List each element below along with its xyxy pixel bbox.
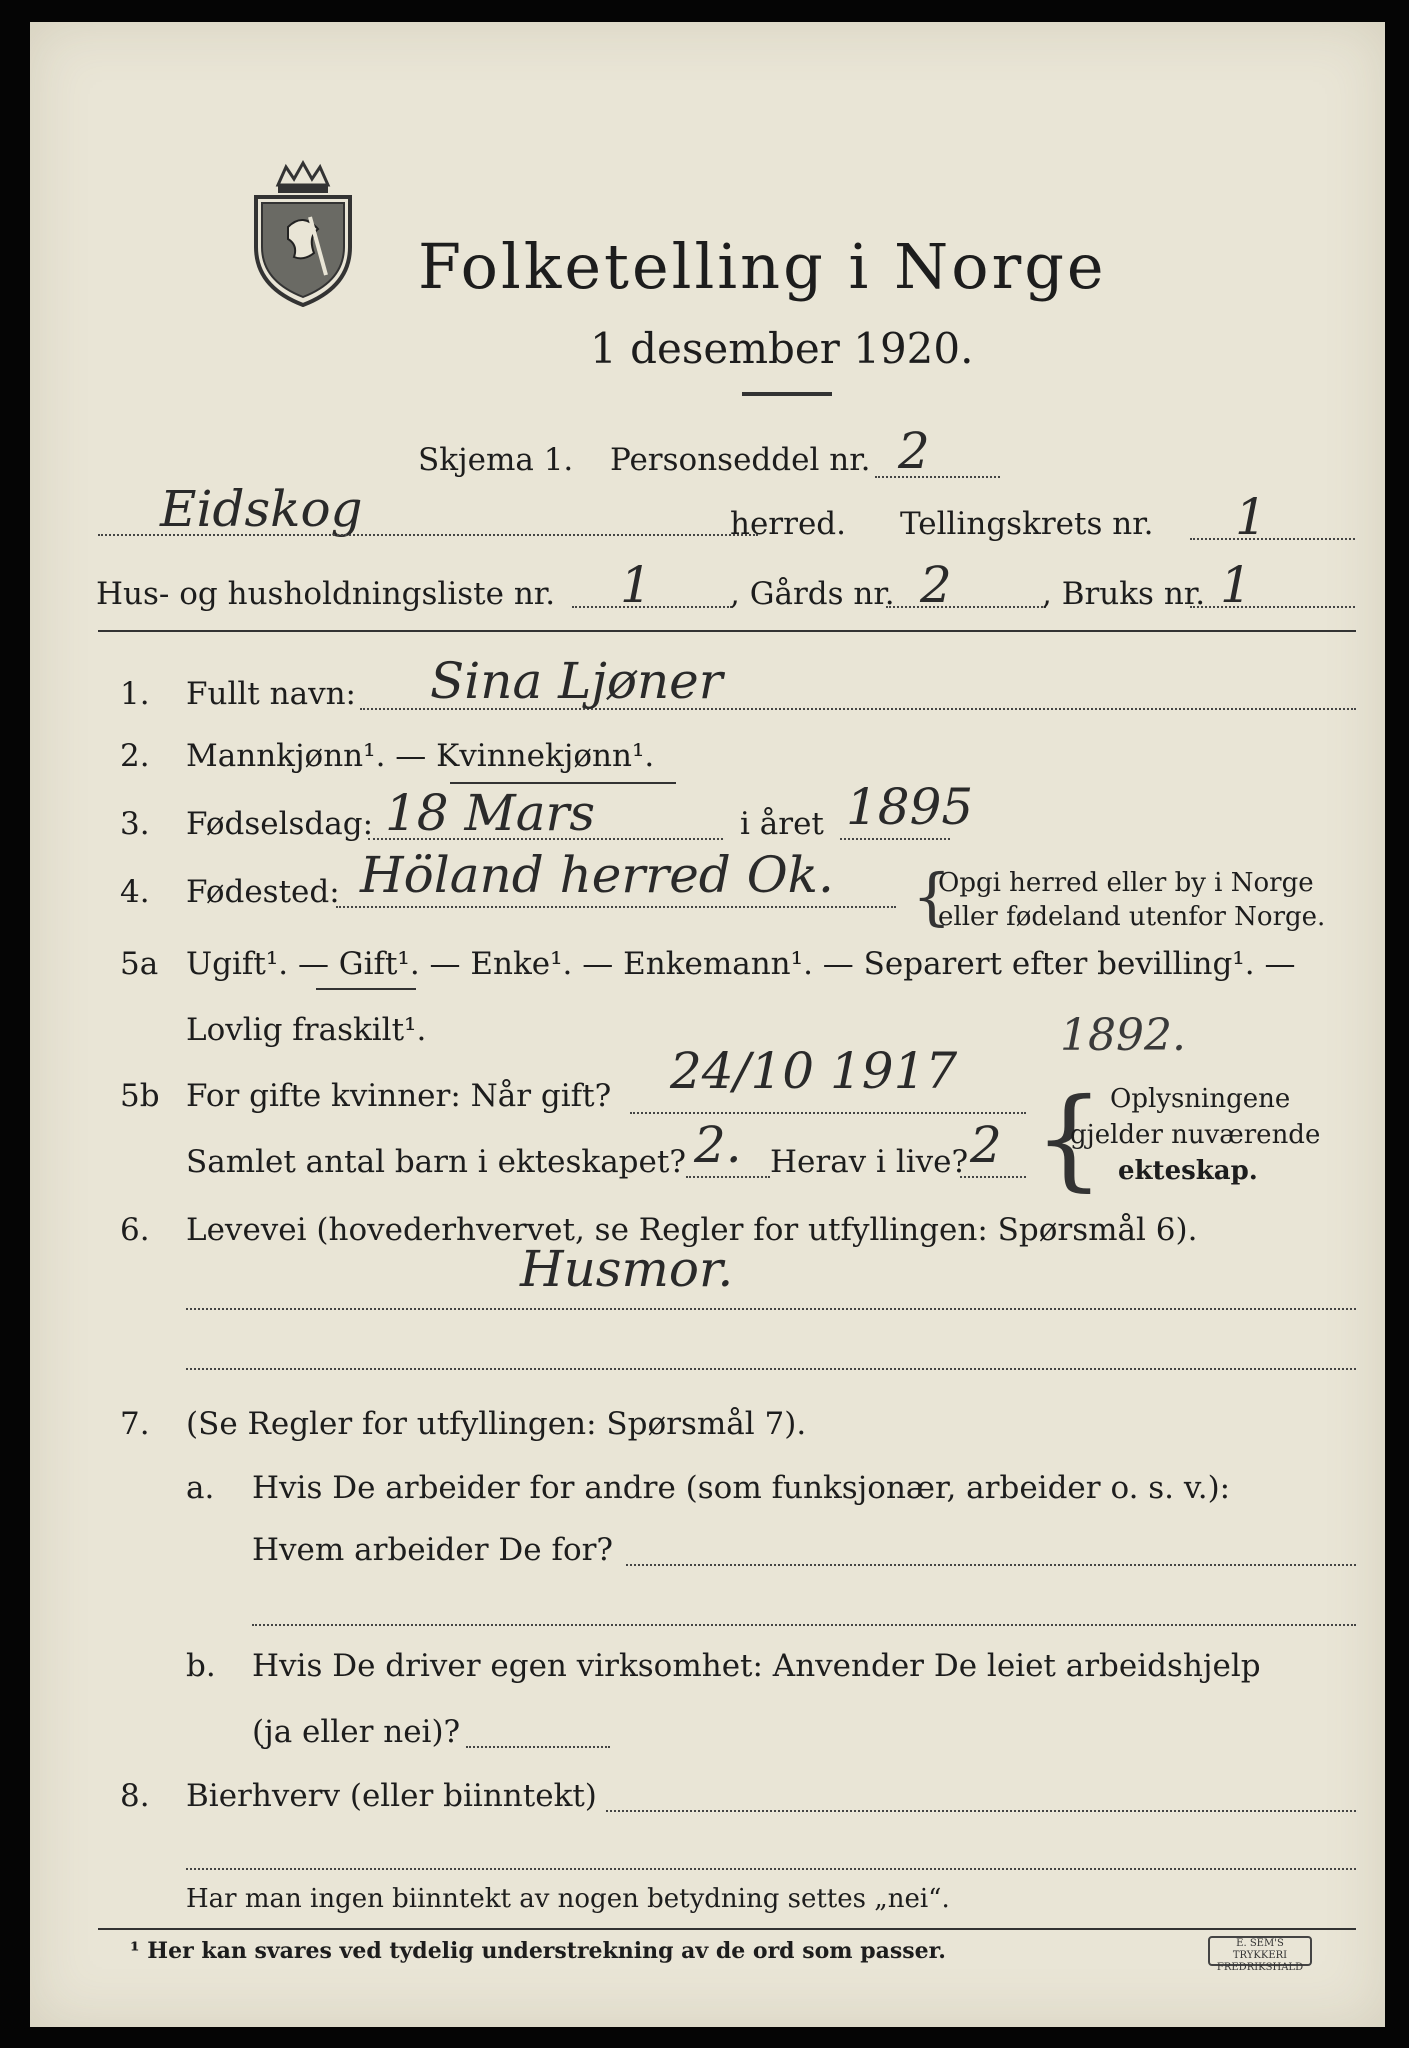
extra-year-note[interactable]: 1892.: [1060, 1010, 1186, 1061]
personseddel-line: [875, 476, 1000, 478]
birthday-value[interactable]: 18 Mars: [385, 784, 596, 842]
occupation-line-2: [186, 1368, 1356, 1370]
side-income-note: Har man ingen biinntekt av nogen betydning settes „nei“.: [186, 1884, 950, 1914]
q7-number: 7.: [120, 1406, 150, 1442]
q5b-number: 5b: [120, 1078, 160, 1114]
hus-label: Hus- og husholdningsliste nr.: [96, 576, 556, 612]
herred-value[interactable]: Eidskog: [160, 480, 363, 538]
q7a-letter: a.: [186, 1470, 215, 1506]
q8-label: Bierhverv (eller biinntekt): [186, 1778, 597, 1814]
employer-line-1[interactable]: [626, 1564, 1356, 1566]
married-when-label: For gifte kvinner: Når gift?: [186, 1078, 612, 1114]
children-alive-value[interactable]: 2: [970, 1116, 1002, 1174]
q4-number: 4.: [120, 874, 150, 910]
herred-line: [98, 534, 758, 536]
q3-number: 3.: [120, 806, 150, 842]
birthplace-line: [336, 906, 896, 908]
marital-underline: [316, 988, 416, 990]
bruks-line: [1190, 606, 1355, 608]
footer-rule: [98, 1928, 1356, 1930]
q8-number: 8.: [120, 1778, 150, 1814]
married-when-line: [630, 1112, 1026, 1114]
q2-number: 2.: [120, 738, 150, 774]
q7b-line2: (ja eller nei)?: [252, 1714, 461, 1750]
q7-label: (Se Regler for utfyllingen: Spørsmål 7).: [186, 1406, 807, 1442]
children-total-line: [686, 1176, 770, 1178]
q1-label: Fullt navn:: [186, 676, 356, 712]
gards-line: [886, 606, 1046, 608]
children-alive-line: [960, 1176, 1026, 1178]
tellingskrets-label: Tellingskrets nr.: [900, 506, 1154, 542]
birthplace-value[interactable]: Höland herred Ok.: [360, 846, 834, 904]
skjema-label: Skjema 1.: [418, 442, 574, 478]
occupation-line-1: [186, 1308, 1356, 1310]
hus-line: [572, 606, 732, 608]
q7b-letter: b.: [186, 1648, 216, 1684]
q7b-line1: Hvis De driver egen virksomhet: Anvender De leiet arbeidshjelp: [252, 1648, 1261, 1684]
coat-of-arms-icon: [248, 157, 358, 307]
census-date: 1 desember 1920.: [590, 324, 974, 373]
q7a-line2: Hvem arbeider De for?: [252, 1532, 614, 1568]
year-line: [840, 838, 950, 840]
gards-label: , Gårds nr.: [730, 576, 895, 612]
side-income-line-2[interactable]: [186, 1868, 1356, 1870]
side-income-line-1[interactable]: [606, 1810, 1356, 1812]
census-form-page: [30, 22, 1385, 2027]
employer-line-2[interactable]: [252, 1624, 1356, 1626]
q3-label: Fødselsdag:: [186, 806, 374, 842]
marriage-note-line1: Oplysningene: [1110, 1084, 1291, 1114]
personseddel-value[interactable]: 2: [898, 422, 930, 480]
bruks-value[interactable]: 1: [1220, 556, 1252, 614]
form-title: Folketelling i Norge: [418, 230, 1107, 303]
children-alive-label: Herav i live?: [770, 1144, 969, 1180]
bruks-label: , Bruks nr.: [1042, 576, 1206, 612]
personseddel-label: Personseddel nr.: [610, 442, 871, 478]
marriage-note-line2: gjelder nuværende: [1070, 1120, 1321, 1150]
q6-number: 6.: [120, 1212, 150, 1248]
birthplace-brace: {: [912, 860, 952, 933]
marriage-note-line3: ekteskap.: [1118, 1156, 1258, 1186]
gender-options[interactable]: Mannkjønn¹. — Kvinnekjønn¹.: [186, 738, 655, 774]
tellingskrets-value[interactable]: 1: [1235, 488, 1267, 546]
q7a-line1: Hvis De arbeider for andre (som funksjonær, arbeider o. s. v.):: [252, 1470, 1231, 1506]
marital-status-options[interactable]: Ugift¹. — Gift¹. — Enke¹. — Enkemann¹. — Separert efter bevilling¹. —: [186, 946, 1296, 982]
birthplace-note-line1: Opgi herred eller by i Norge: [938, 868, 1314, 898]
q1-number: 1.: [120, 676, 150, 712]
herred-label: herred.: [730, 506, 846, 542]
q4-label: Fødested:: [186, 874, 340, 910]
children-total-label: Samlet antal barn i ekteskapet?: [186, 1144, 686, 1180]
occupation-value[interactable]: Husmor.: [520, 1240, 734, 1298]
printer-stamp: E. SEM'S TRYKKERI FREDRIKSHALD: [1208, 1936, 1312, 1966]
q6-label: Levevei (hovederhvervet, se Regler for utfyllingen: Spørsmål 6).: [186, 1212, 1198, 1248]
footnote: ¹ Her kan svares ved tydelig understrekning av de ord som passer.: [130, 1938, 946, 1964]
header-rule: [98, 630, 1356, 632]
full-name-value[interactable]: Sina Ljøner: [430, 652, 723, 710]
gards-value[interactable]: 2: [920, 556, 952, 614]
marriage-brace: {: [1034, 1074, 1104, 1202]
title-divider: [742, 392, 832, 396]
children-total-value[interactable]: 2.: [694, 1116, 742, 1174]
married-when-value[interactable]: 24/10 1917: [670, 1042, 958, 1100]
birth-year-value[interactable]: 1895: [846, 778, 974, 836]
tellingskrets-line: [1190, 538, 1355, 540]
marital-status-line2: Lovlig fraskilt¹.: [186, 1012, 427, 1048]
year-label: i året: [740, 806, 824, 842]
hus-value[interactable]: 1: [620, 556, 652, 614]
birthplace-note-line2: eller fødeland utenfor Norge.: [938, 902, 1326, 932]
hired-help-line[interactable]: [466, 1746, 610, 1748]
q5a-number: 5a: [120, 946, 159, 982]
